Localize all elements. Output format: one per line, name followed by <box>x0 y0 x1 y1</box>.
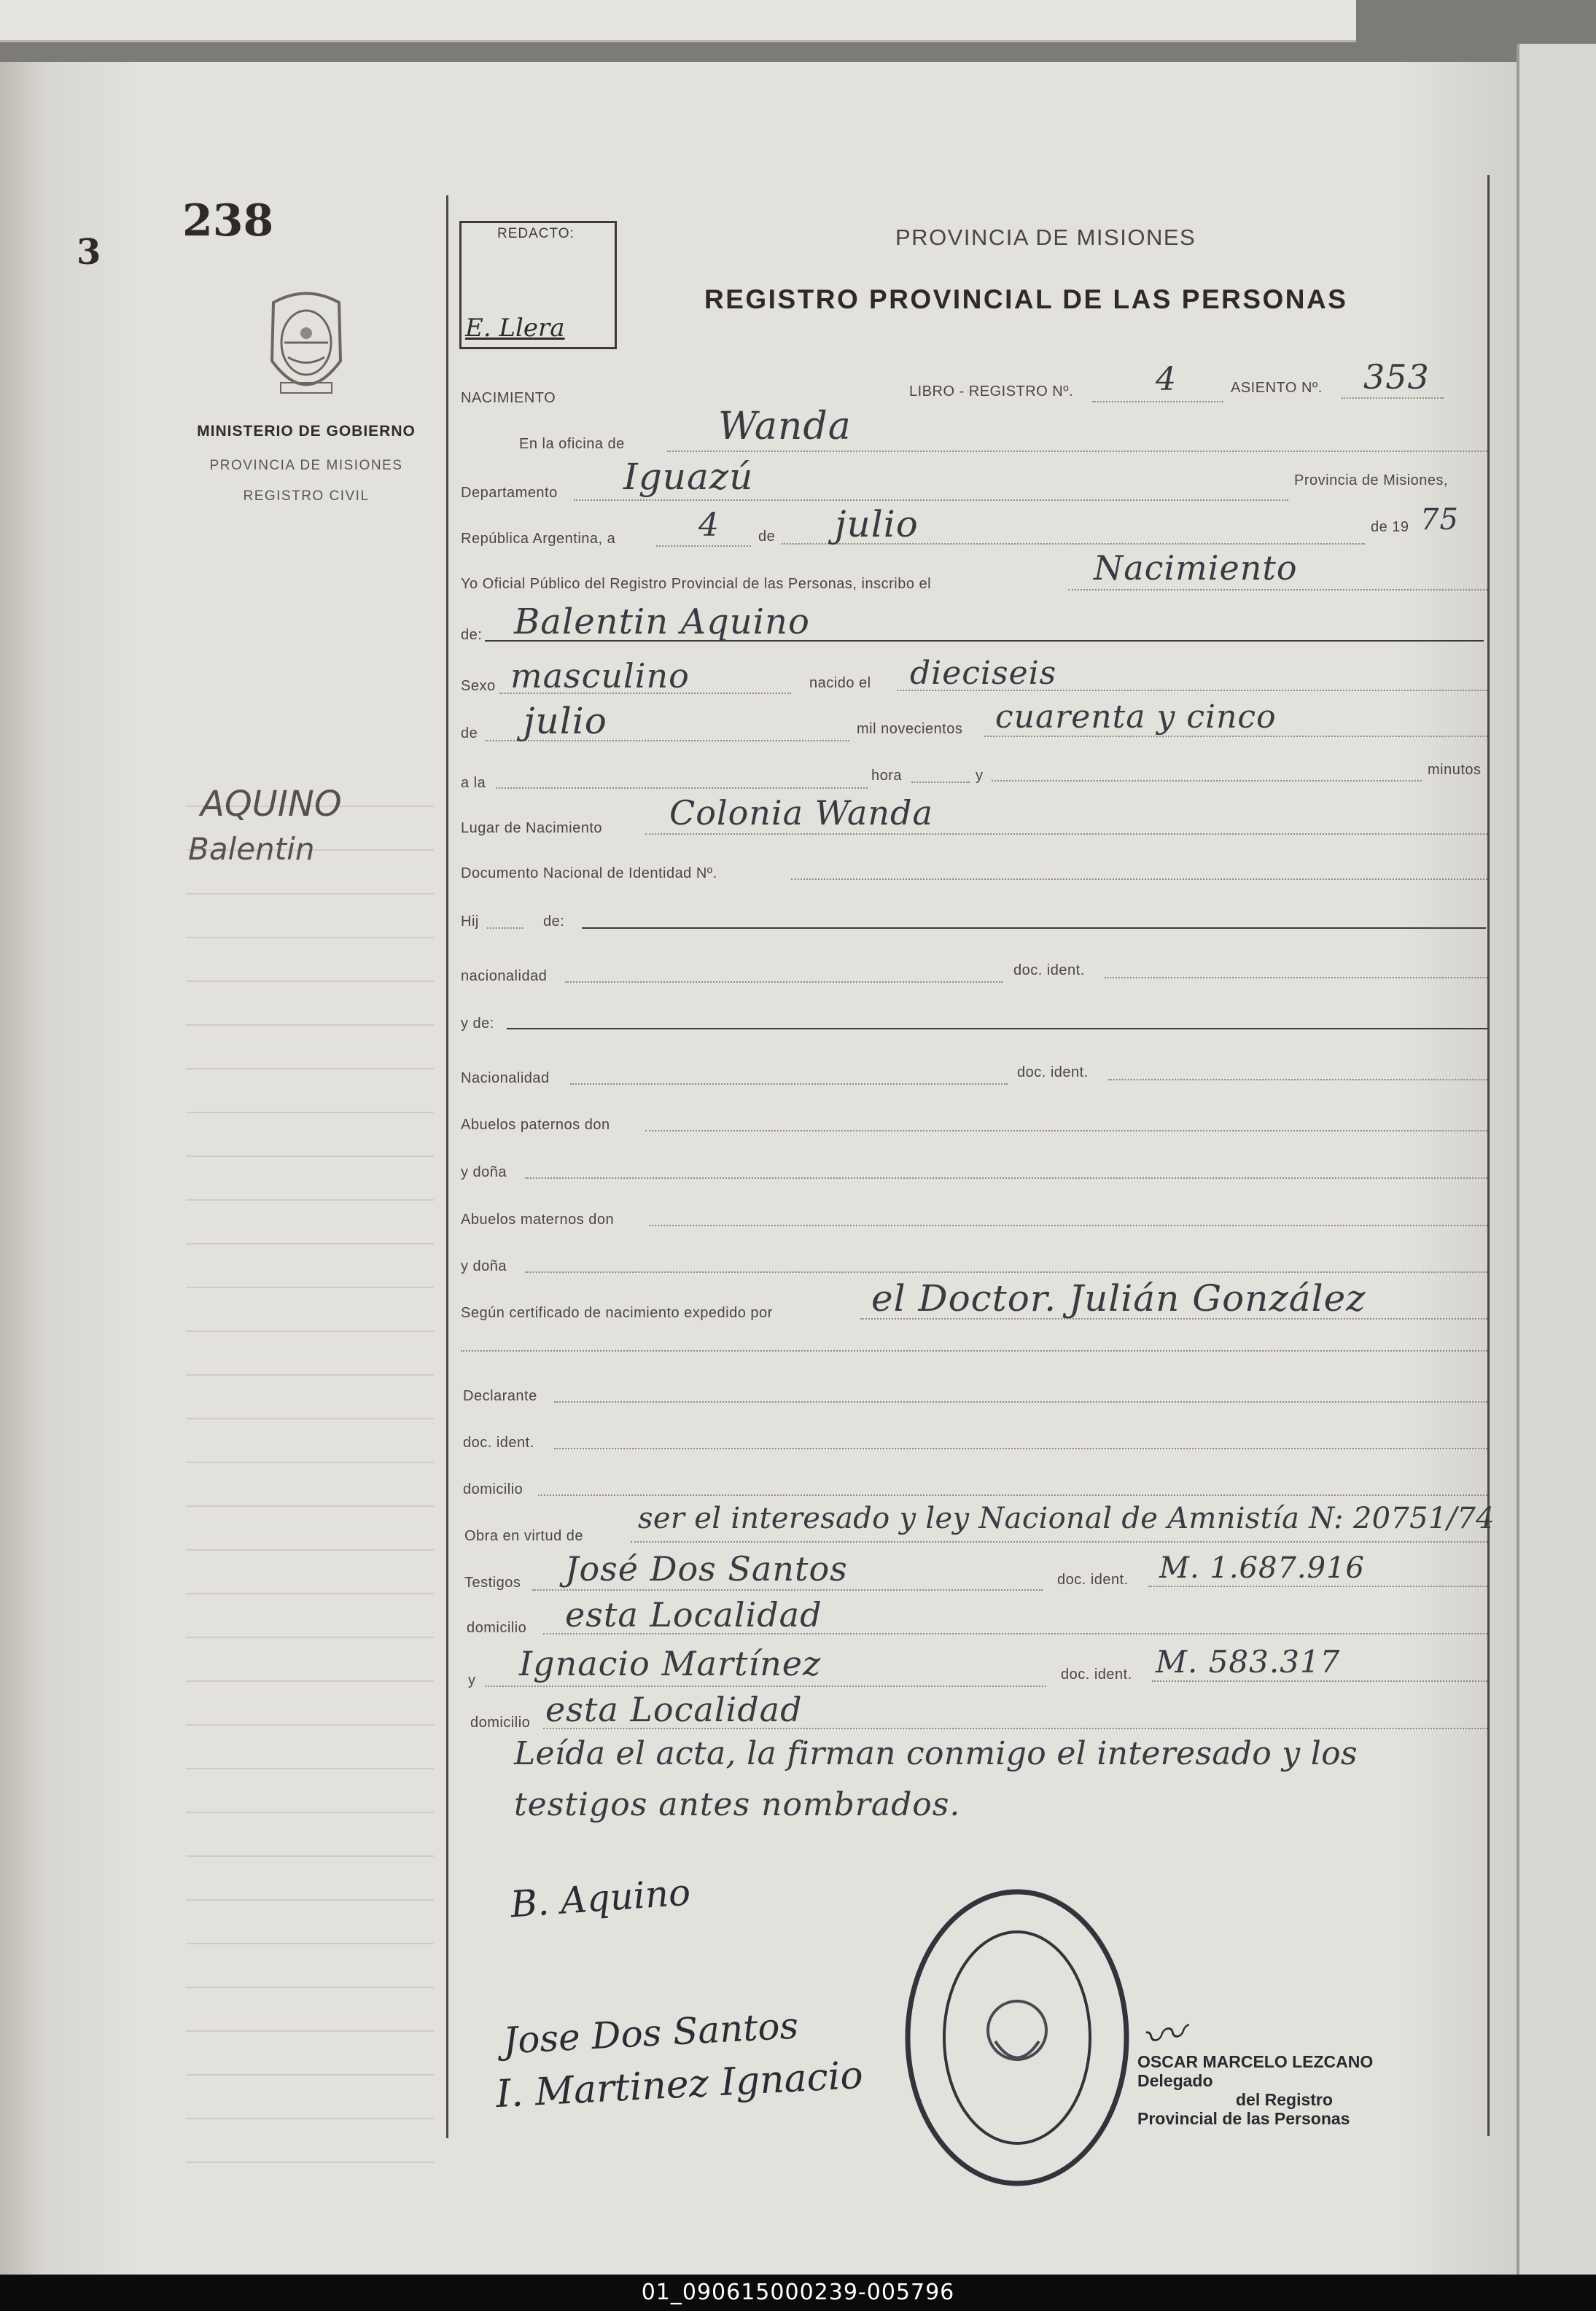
domicilio2-value: esta Localidad <box>565 1595 822 1634</box>
registry-title: REGISTRO PROVINCIAL DE LAS PERSONAS <box>704 284 1348 314</box>
background-page-right <box>1517 44 1596 2275</box>
margin-note-given-name: Balentin <box>188 831 315 867</box>
closing-line-2: testigos antes nombrados. <box>514 1786 961 1823</box>
oficina-value: Wanda <box>718 405 852 448</box>
anio-nac-value: cuarenta y cinco <box>995 698 1277 736</box>
dia-value: 4 <box>698 507 720 544</box>
libro-value: 4 <box>1156 361 1177 398</box>
official-role-3: Provincial de las Personas <box>1137 2109 1350 2128</box>
docident4-label: doc. ident. <box>1057 1572 1129 1588</box>
departamento-value: Iguazú <box>623 456 754 498</box>
oficial-label: Yo Oficial Público del Registro Provincial de las Personas, inscribo el <box>461 576 932 592</box>
mes-value: julio <box>835 503 919 545</box>
image-id-label: 01_090615000239-005796 <box>641 2280 955 2305</box>
mil-label: mil novecientos <box>857 721 963 737</box>
hij-label: Hij <box>461 913 479 930</box>
hora-label: hora <box>871 768 903 784</box>
yde-label: y de: <box>461 1016 494 1032</box>
docident2-label: doc. ident. <box>1017 1064 1089 1080</box>
sexo-label: Sexo <box>461 678 496 694</box>
de-label: de <box>758 529 776 545</box>
official-name: OSCAR MARCELO LEZCANO <box>1137 2052 1374 2071</box>
de3-label: de: <box>543 913 565 930</box>
testigo1-doc: M. 1.687.916 <box>1159 1551 1365 1585</box>
mes-nac-value: julio <box>523 700 607 742</box>
domicilio1-label: domicilio <box>463 1481 523 1497</box>
y-label: y <box>976 768 984 784</box>
signature-testigo-2: I. Martinez Ignacio <box>494 2053 865 2117</box>
ministry-office: REGISTRO CIVIL <box>243 488 370 504</box>
ministry-name: MINISTERIO DE GOBIERNO <box>197 423 416 440</box>
testigo2-doc: M. 583.317 <box>1156 1644 1341 1680</box>
docident3-label: doc. ident. <box>463 1435 534 1451</box>
domicilio2-label: domicilio <box>467 1620 527 1636</box>
official-role-2: del Registro <box>1236 2090 1333 2109</box>
folio-number: 238 <box>182 195 274 246</box>
abuelos-mat-label: Abuelos maternos don <box>461 1212 615 1228</box>
docident1-label: doc. ident. <box>1013 962 1085 978</box>
nombre-value: Balentin Aquino <box>514 601 810 642</box>
lugar-value: Colonia Wanda <box>669 793 933 833</box>
segun-value: el Doctor. Julián González <box>871 1277 1366 1320</box>
registry-stamp-icon <box>900 1885 1134 2191</box>
documento-label: Documento Nacional de Identidad Nº. <box>461 865 717 881</box>
province-heading: PROVINCIA DE MISIONES <box>895 225 1196 250</box>
testigos-label: Testigos <box>464 1575 521 1591</box>
y-dona1-label: y doña <box>461 1164 507 1180</box>
sexo-value: masculino <box>510 656 690 695</box>
departamento-label: Departamento <box>461 485 558 501</box>
segun-label: Según certificado de nacimiento expedido por <box>461 1305 773 1321</box>
right-border-line <box>1487 175 1490 2136</box>
nacimiento-label: NACIMIENTO <box>461 390 556 406</box>
redacto-label: REDACTO: <box>497 226 575 241</box>
inscribo-value: Nacimiento <box>1094 548 1298 588</box>
anio-label: de 19 <box>1371 519 1409 535</box>
nombre-label: de: <box>461 627 483 643</box>
y2-label: y <box>468 1672 476 1688</box>
a-la-label: a la <box>461 775 486 791</box>
declarante-label: Declarante <box>463 1388 537 1404</box>
redacto-signature: E. Llera <box>465 313 565 343</box>
nacionalidad2-label: Nacionalidad <box>461 1070 550 1086</box>
testigo2-value: Ignacio Martínez <box>519 1644 822 1683</box>
ministry-province: PROVINCIA DE MISIONES <box>209 458 403 473</box>
folio-mark: 3 <box>77 232 101 273</box>
margin-note-surname: AQUINO <box>201 784 342 825</box>
libro-label: LIBRO - REGISTRO Nº. <box>909 383 1074 400</box>
lugar-label: Lugar de Nacimiento <box>461 820 603 836</box>
docident5-label: doc. ident. <box>1061 1667 1132 1683</box>
coat-of-arms-icon <box>259 288 354 405</box>
republica-label: República Argentina, a <box>461 531 616 547</box>
minutos-label: minutos <box>1428 762 1482 778</box>
provincia-label: Provincia de Misiones, <box>1294 472 1449 488</box>
background-page-above <box>0 0 1356 42</box>
page-binding-edge <box>0 62 44 2275</box>
official-role-1: Delegado <box>1137 2071 1213 2090</box>
signature-testigo-1: Jose Dos Santos <box>502 2004 800 2062</box>
obra-label: Obra en virtud de <box>464 1528 584 1544</box>
signature-official: 〰 <box>1137 2007 1190 2065</box>
testigo1-value: José Dos Santos <box>565 1549 848 1589</box>
signature-interesado: B. Aquino <box>509 1871 692 1926</box>
asiento-value: 353 <box>1363 357 1430 397</box>
domicilio3-label: domicilio <box>470 1715 531 1731</box>
y-dona2-label: y doña <box>461 1258 507 1274</box>
nacido-value: dieciseis <box>910 655 1057 692</box>
official-name-block <box>1137 2052 1373 2128</box>
oficina-label: En la oficina de <box>519 436 625 452</box>
obra-value: ser el interesado y ley Nacional de Amnistía N: 20751/74 <box>638 1502 1495 1535</box>
nacionalidad1-label: nacionalidad <box>461 968 548 984</box>
de2-label: de <box>461 725 478 741</box>
abuelos-pat-label: Abuelos paternos don <box>461 1117 610 1133</box>
nacido-label: nacido el <box>809 675 871 691</box>
anio-value: 75 <box>1420 503 1459 537</box>
asiento-label: ASIENTO Nº. <box>1231 380 1323 396</box>
domicilio3-value: esta Localidad <box>545 1690 803 1729</box>
stub-divider-line <box>446 195 448 2138</box>
closing-line-1: Leída el acta, la firman conmigo el interesado y los <box>514 1735 1358 1772</box>
